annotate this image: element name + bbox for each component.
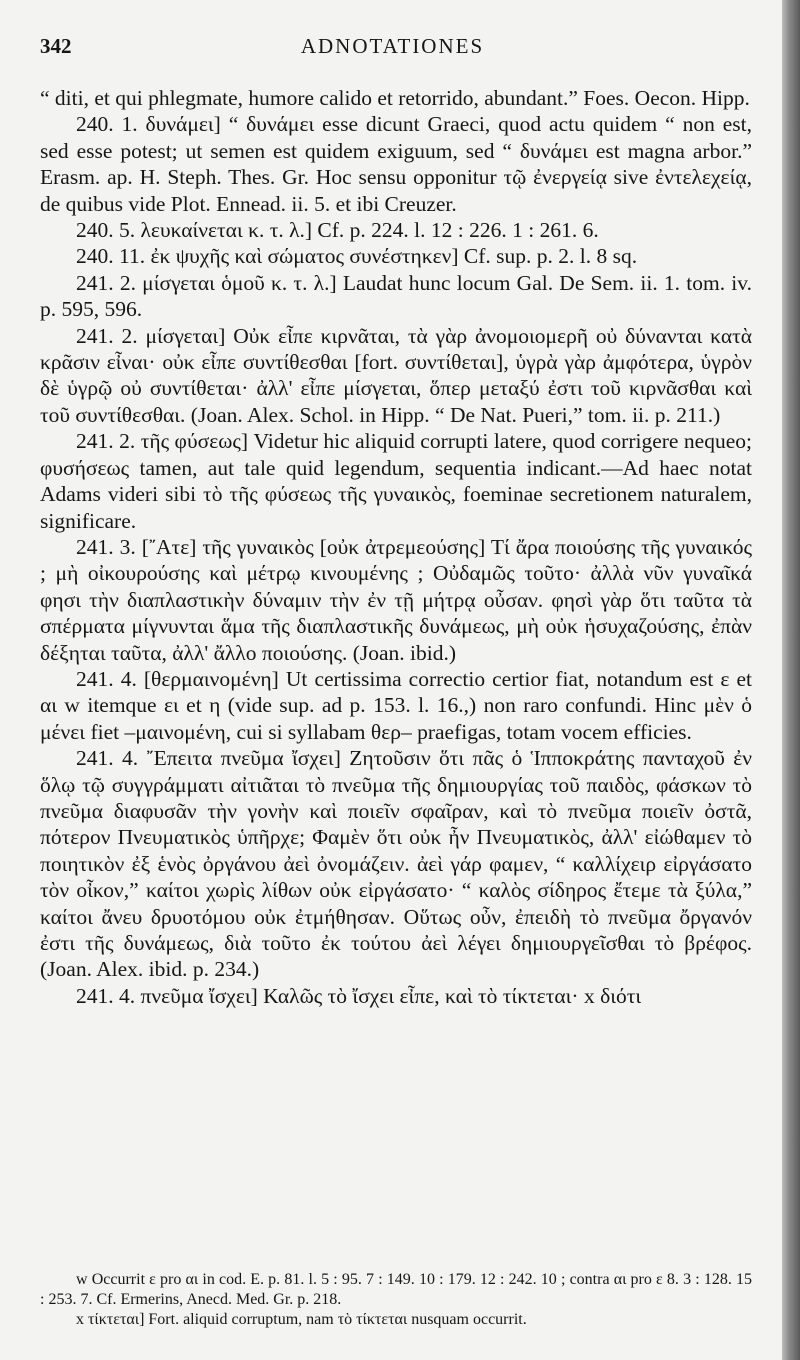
body-text — [40, 85, 752, 1009]
running-header — [40, 34, 745, 66]
paragraph: 240. 1. δυνάμει] “ δυνάμει esse dicunt Graeci, quod actu quidem “ non est, sed esse potest; ut semen est quidem exiguum, sed “ δυνάμει est magna arbor.” Erasm. ap. H. Steph. Thes. Gr. Hoc sensu opponitur τῷ ἐνεργείᾳ sive ἐντελεχείᾳ, de quibus vide Plot. Ennead. ii. 5. et ibi Creuzer. — [40, 112, 752, 216]
paragraph: “ diti, et qui phlegmate, humore calido et retorrido, abundant.” Foes. Oecon. Hipp. — [40, 86, 750, 110]
paragraph: 241. 4. [θερμαινομένη] Ut certissima correctio certior fiat, notandum est ε et αι w itemque ει et η (vide sup. ad p. 153. l. 16.,) non raro confundi. Hinc μὲν ὁ μένει fiet –μαινομένη, cui si syllabam θερ– praefigas, totam vocem efficies. — [40, 666, 752, 744]
page-number: 342 — [40, 34, 72, 58]
paragraph: 241. 4. πνεῦμα ἴσχει] Καλῶς τὸ ἴσχει εἶπε, καὶ τὸ τίκτεται· x διότι — [76, 983, 642, 1008]
page-edge-shadow — [782, 0, 800, 1360]
paragraph: 241. 2. τῆς φύσεως] Videtur hic aliquid corrupti latere, quod corrigere nequeo; φυσήσεως tamen, aut tale quid legendum, sequentia indicant.—Ad haec notat Adams videri sibi τὸ τῆς φύσεως τῆς γυναικὸς, foeminae secretionem naturalem, significare. — [40, 429, 752, 533]
paragraph: 240. 11. ἐκ ψυχῆς καὶ σώματος συνέστηκεν] Cf. sup. p. 2. l. 8 sq. — [76, 244, 638, 269]
paragraph: 241. 4. ῎Επειτα πνεῦμα ἴσχει] Ζητοῦσιν ὅτι πᾶς ὁ Ἱπποκράτης πανταχοῦ ἐν ὅλῳ τῷ συγγράμματι αἰτιᾶται τὸ πνεῦμα τῆς δημιουργίας τοῦ παιδὸς, φάσκων τὸ πνεῦμα διαφυσᾶν τὴν γονὴν καὶ ποιεῖν σφαῖραν, καὶ τὸ πνεῦμα ποιεῖν ὀστᾶ, πότερον Πνευματικὸς ὑπῆρχε; Φαμὲν ὅτι οὐκ ἦν Πνευματικὸς, ἀλλ' εἰώθαμεν τὸ ποιητικὸν ἐξ ἑνὸς ὀργάνου ἀεὶ ὀνομάζειν. ἀεὶ γάρ φαμεν, “ καλλίχειρ εἰργάσατο τὸν οἶκον,” καίτοι χωρὶς λίθων οὐκ εἰργάσατο· “ καλὸς σίδηρος ἔτεμε τὰ ξύλα,” καίτοι ἄνευ δρυοτόμου οὐκ ἐτμήθησαν. Οὕτως οὖν, ἐπειδὴ τὸ πνεῦμα ὄργανόν ἐστι τῆς δυνάμεως, διὰ τοῦτο ἐκ τούτου ἀεὶ λέγει δημιουργεῖσθαι τὸ βρέφος. (Joan. Alex. ibid. p. 234.) — [40, 746, 752, 982]
footnotes — [40, 1270, 752, 1330]
paragraph: 241. 3. [῎Ατε] τῆς γυναικὸς [οὐκ ἀτρεμεούσης] Τί ἄρα ποιούσης τῆς γυναικός ; μὴ οἰκουρούσης καὶ μέτρῳ κινουμένης ; Οὐδαμῶς τοῦτο· ἀλλὰ νῦν γυναῖκά φησι τὴν διαπλαστικὴν δύναμιν τὴν ἐν τῇ μήτρᾳ οὖσαν. φησὶ γὰρ ὅτι ταῦτα τὰ σπέρματα μίγνυνται ἅμα τῆς διαπλαστικῆς δυνάμεως, μὴ οὐκ ἡσυχαζούσης, ἐπὰν δέξηται ταῦτα, ἀλλ' ἄλλο ποιούσης. (Joan. ibid.) — [40, 534, 752, 665]
footnote: w Occurrit ε pro αι in cod. E. p. 81. l. 5 : 95. 7 : 149. 10 : 179. 12 : 242. 10 ; contra αι pro ε 8. 3 : 128. 15 : 253. 7. Cf. Ermerins, Anecd. Med. Gr. p. 218. — [40, 1271, 752, 1308]
running-title: ADNOTATIONES — [300, 34, 485, 58]
paragraph: 241. 2. μίσγεται] Οὐκ εἶπε κιρνᾶται, τὰ γὰρ ἀνομοιομερῆ οὐ δύνανται κατὰ κρᾶσιν εἶναι· οὐκ εἶπε συντίθεσθαι [fort. συντίθεται], ὑγρὰ γὰρ ἀμφότερα, ὑγρὸν δὲ ὑγρῷ οὐ συντίθεται· ἀλλ' εἶπε μίσγεται, ὅπερ μεταξύ ἐστι τοῦ κιρνᾶσθαι καὶ τοῦ συντίθεσθαι. (Joan. Alex. Schol. in Hipp. “ De Nat. Pueri,” tom. ii. p. 211.) — [40, 323, 752, 427]
paragraph: 240. 5. λευκαίνεται κ. τ. λ.] Cf. p. 224. l. 12 : 226. 1 : 261. 6. — [76, 218, 599, 243]
paragraph: 241. 2. μίσγεται ὁμοῦ κ. τ. λ.] Laudat hunc locum Gal. De Sem. ii. 1. tom. iv. p. 595, 596. — [40, 270, 752, 322]
footnote: x τίκτεται] Fort. aliquid corruptum, nam τὸ τίκτεται nusquam occurrit. — [76, 1311, 527, 1328]
